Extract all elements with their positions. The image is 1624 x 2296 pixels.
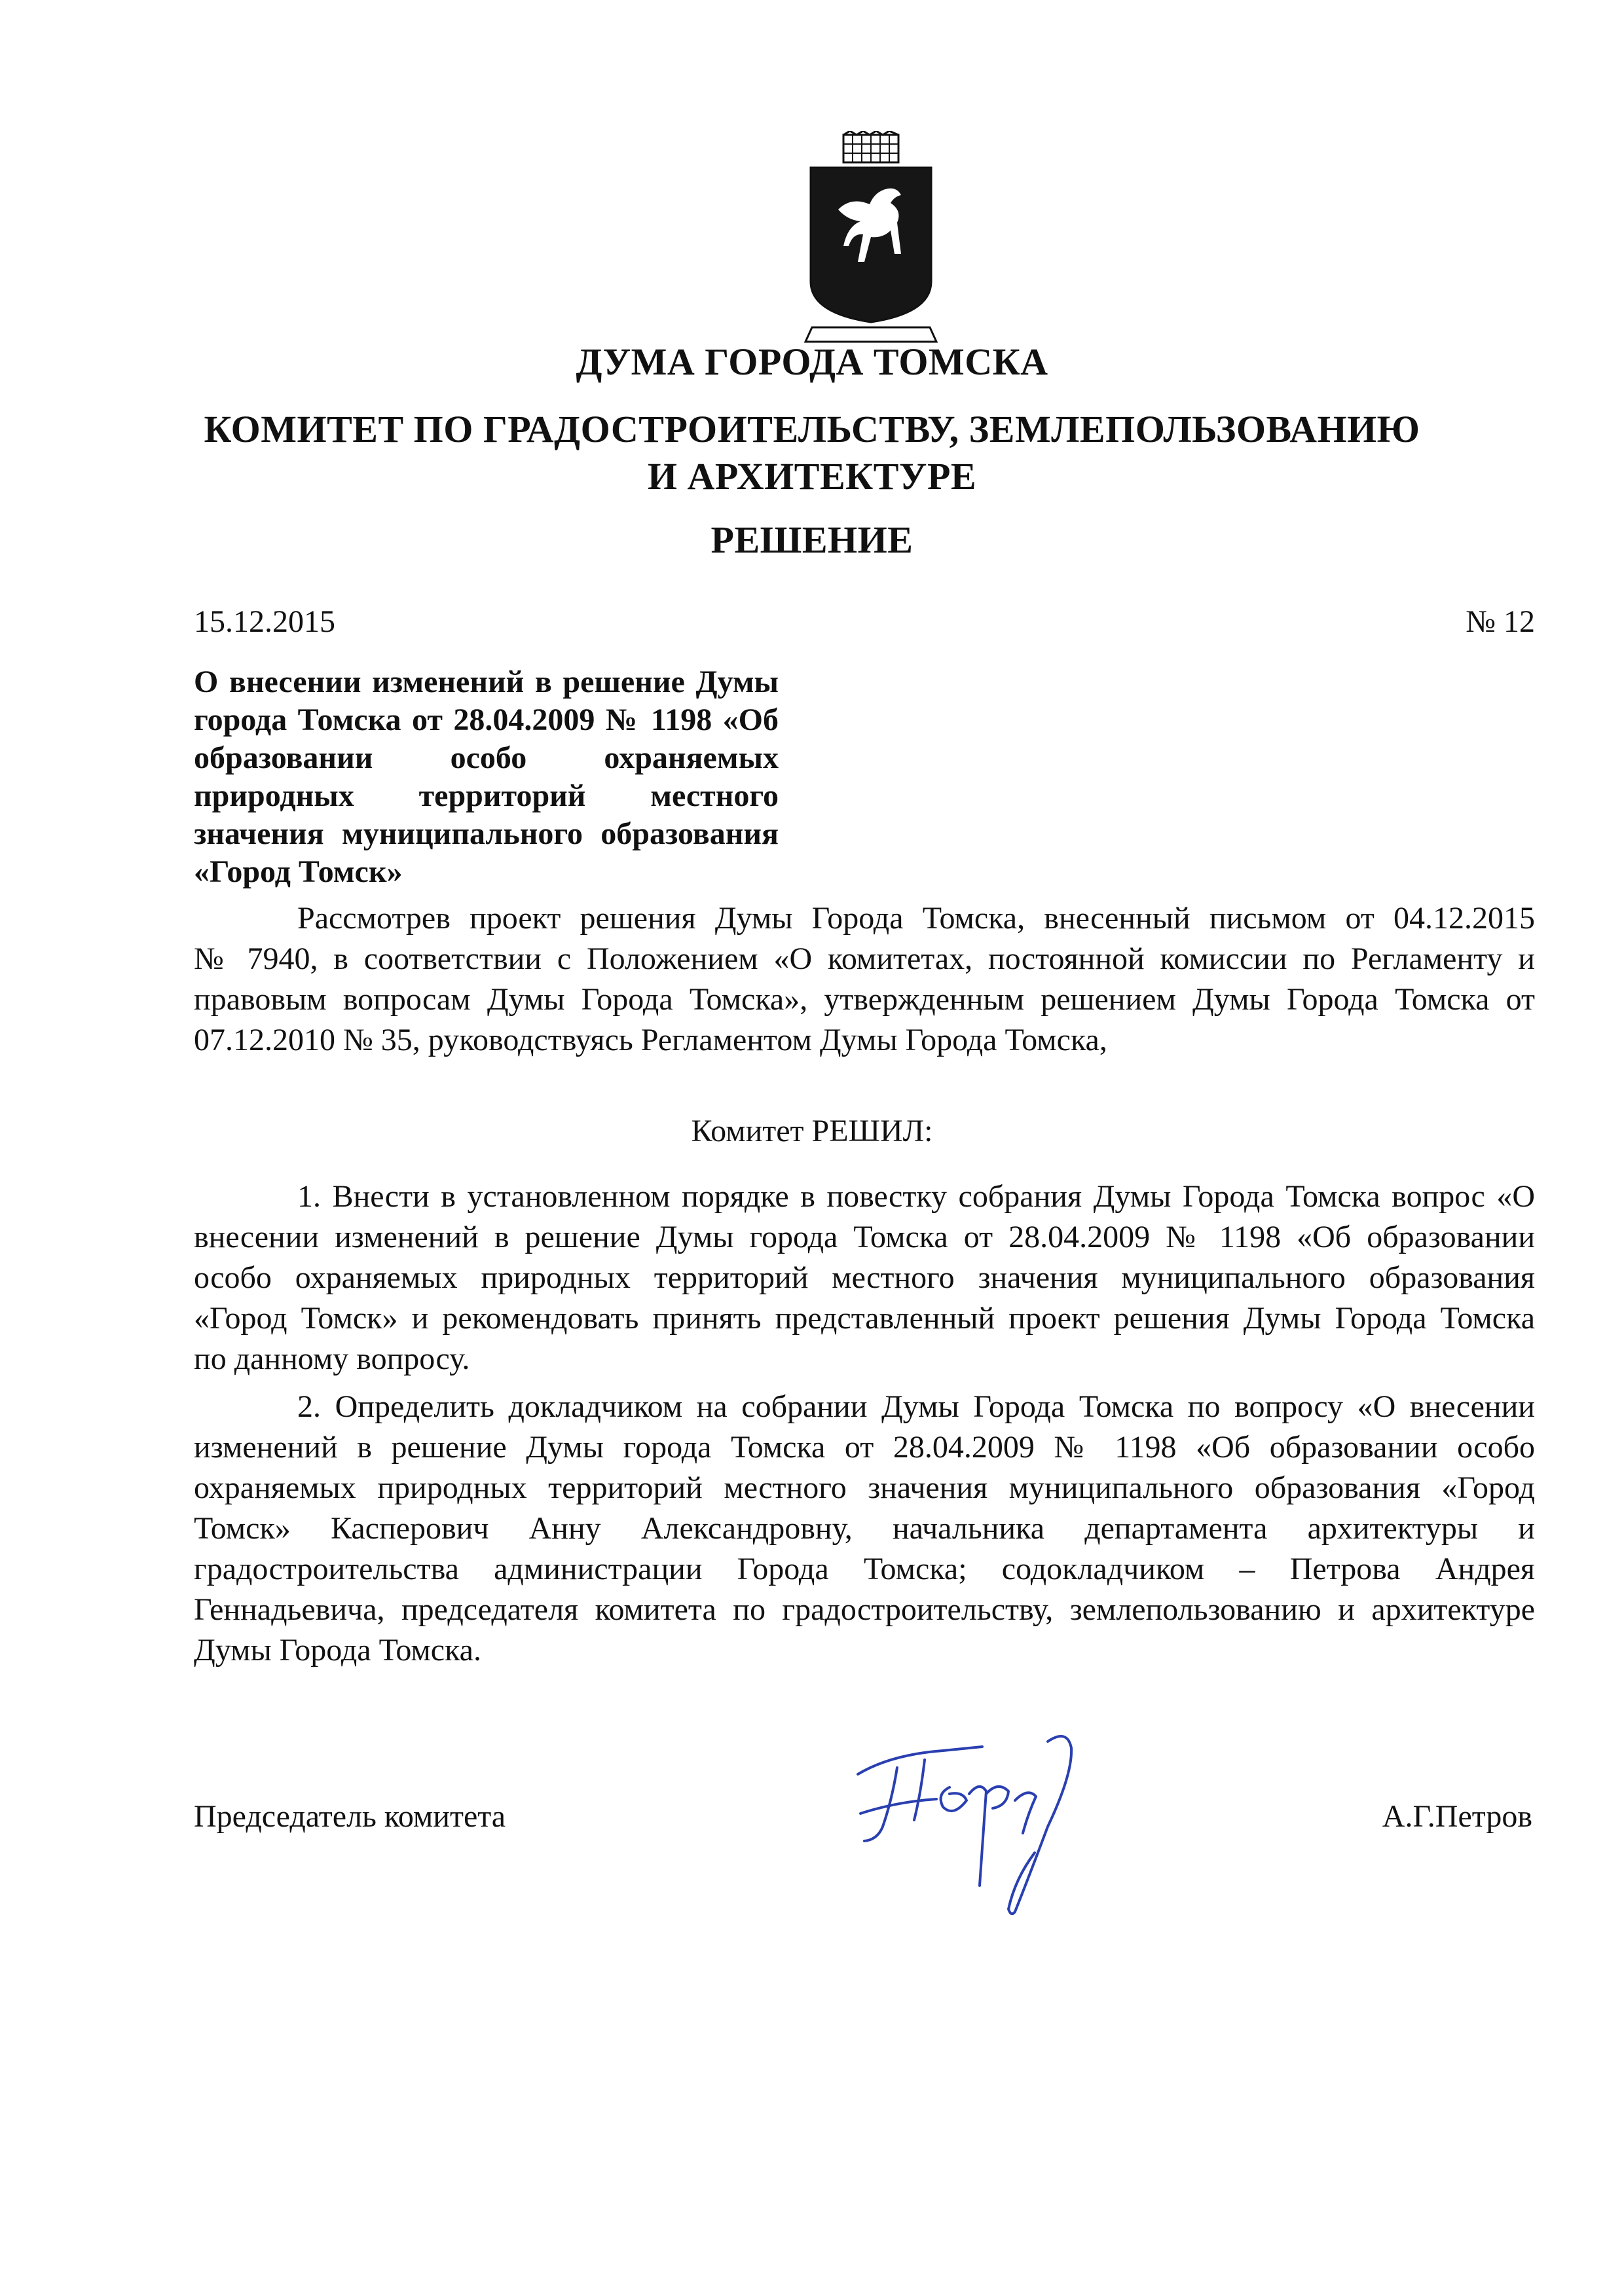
subject-line: природных территорий местного (194, 778, 779, 813)
coat-of-arms-icon (792, 131, 950, 347)
document-subject (194, 663, 779, 891)
committee-title-line: И АРХИТЕКТУРЕ (647, 455, 977, 498)
paragraph-line: внесении изменений в решение Думы города Томска от 28.04.2009 № 1198 «Об образовании (194, 1220, 1535, 1254)
signatory-role: Председатель комитета (194, 1799, 506, 1834)
paragraph-line: «Город Томск» и рекомендовать принять представленный проект решения Думы Города Томска (194, 1301, 1535, 1336)
decision-item-1 (194, 1176, 1535, 1379)
paragraph-line: правовым вопросам Думы Города Томска», утвержденным решением Думы Города Томска от (194, 982, 1535, 1017)
paragraph-line: 07.12.2010 № 35, руководствуясь Регламентом Думы Города Томска, (194, 1023, 1107, 1057)
committee-title-line: КОМИТЕТ ПО ГРАДОСТРОИТЕЛЬСТВУ, ЗЕМЛЕПОЛЬЗОВАНИЮ (204, 408, 1420, 450)
intro-paragraph (194, 898, 1535, 1061)
paragraph-line: Томск» Касперович Анну Александровну, начальника департамента архитектуры и (194, 1511, 1535, 1546)
subject-line: значения муниципального образования (194, 816, 779, 851)
paragraph-line: особо охраняемых природных территорий местного значения муниципального образования (194, 1260, 1535, 1295)
subject-line: «Город Томск» (194, 854, 403, 889)
document-type-title: РЕШЕНИЕ (710, 519, 913, 561)
subject-line: образовании особо охраняемых (194, 740, 779, 775)
resolved-heading: Комитет РЕШИЛ: (691, 1114, 933, 1148)
decision-item-2 (194, 1387, 1535, 1671)
paragraph-line: Геннадьевича, председателя комитета по градостроительству, землепользованию и архитектуре (194, 1592, 1535, 1627)
paragraph-line: охраняемых природных территорий местного значения муниципального образования «Город (194, 1470, 1535, 1505)
paragraph-line: 1. Внести в установленном порядке в повестку собрания Думы Города Томска вопрос «О (297, 1179, 1535, 1214)
document-number: № 12 (1466, 604, 1535, 639)
paragraph-line: градостроительства администрации Города Томска; содокладчиком – Петрова Андрея (194, 1552, 1535, 1586)
paragraph-line: по данному вопросу. (194, 1341, 470, 1376)
signatory-name: А.Г.Петров (1382, 1799, 1532, 1834)
paragraph-line: Думы Города Томска. (194, 1633, 481, 1667)
organization-title: ДУМА ГОРОДА ТОМСКА (576, 340, 1048, 383)
subject-line: О внесении изменений в решение Думы (194, 665, 779, 699)
document-date: 15.12.2015 (194, 604, 335, 639)
paragraph-line: № 7940, в соответствии с Положением «О комитетах, постоянной комиссии по Регламенту и (194, 941, 1535, 976)
committee-title (0, 406, 1624, 500)
paragraph-line: изменений в решение Думы города Томска от 28.04.2009 № 1198 «Об образовании особо (194, 1430, 1535, 1465)
paragraph-line: Рассмотрев проект решения Думы Города Томска, внесенный письмом от 04.12.2015 (297, 901, 1535, 936)
handwritten-signature-icon (851, 1728, 1100, 1918)
subject-line: города Томска от 28.04.2009 № 1198 «Об (194, 702, 779, 737)
paragraph-line: 2. Определить докладчиком на собрании Думы Города Томска по вопросу «О внесении (297, 1389, 1535, 1424)
